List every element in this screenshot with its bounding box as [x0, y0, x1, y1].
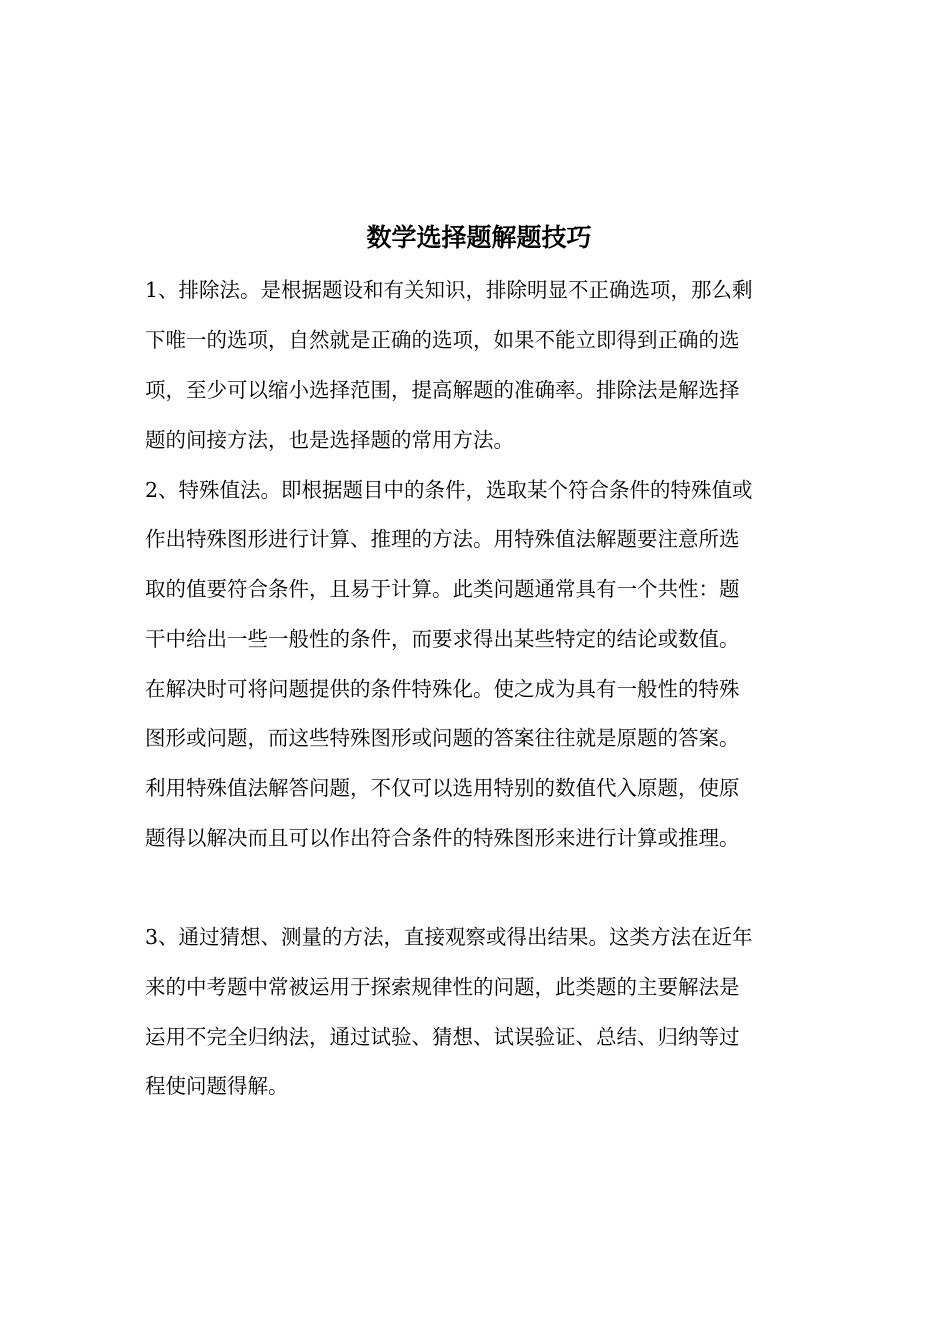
paragraph-2-line-7: 利用特殊值法解答问题，不仅可以选用特别的数值代入原题，使原 [145, 776, 740, 800]
paragraph-2-line-1: 2、特殊值法。即根据题目中的条件，选取某个符合条件的特殊值或 [145, 478, 753, 502]
paragraph-3-line-4: 程使问题得解。 [145, 1074, 289, 1098]
paragraph-2-line-3: 取的值要符合条件，且易于计算。此类问题通常具有一个共性：题 [145, 577, 740, 601]
paragraph-1-line-3: 项，至少可以缩小选择范围，提高解题的准确率。排除法是解选择 [145, 378, 740, 402]
paragraph-2-line-6: 图形或问题，而这些特殊图形或问题的答案往往就是原题的答案。 [145, 726, 740, 750]
page-title: 数学选择题解题技巧 [366, 223, 592, 252]
paragraph-2-line-2: 作出特殊图形进行计算、推理的方法。用特殊值法解题要注意所选 [145, 527, 740, 551]
paragraph-3-line-1: 3、通过猜想、测量的方法，直接观察或得出结果。这类方法在近年 [145, 925, 753, 949]
paragraph-1-line-1: 1、排除法。是根据题设和有关知识，排除明显不正确选项，那么剩 [145, 278, 753, 302]
paragraph-1-line-2: 下唯一的选项，自然就是正确的选项，如果不能立即得到正确的选 [145, 328, 740, 352]
paragraph-2-line-8: 题得以解决而且可以作出符合条件的特殊图形来进行计算或推理。 [145, 826, 740, 850]
paragraph-3-line-2: 来的中考题中常被运用于探索规律性的问题，此类题的主要解法是 [145, 975, 740, 999]
paragraph-1-line-4: 题的间接方法，也是选择题的常用方法。 [145, 428, 514, 452]
paragraph-2-line-5: 在解决时可将问题提供的条件特殊化。使之成为具有一般性的特殊 [145, 677, 740, 701]
paragraph-2-line-4: 干中给出一些一般性的条件，而要求得出某些特定的结论或数值。 [145, 627, 740, 651]
paragraph-3-line-3: 运用不完全归纳法，通过试验、猜想、试误验证、总结、归纳等过 [145, 1025, 740, 1049]
